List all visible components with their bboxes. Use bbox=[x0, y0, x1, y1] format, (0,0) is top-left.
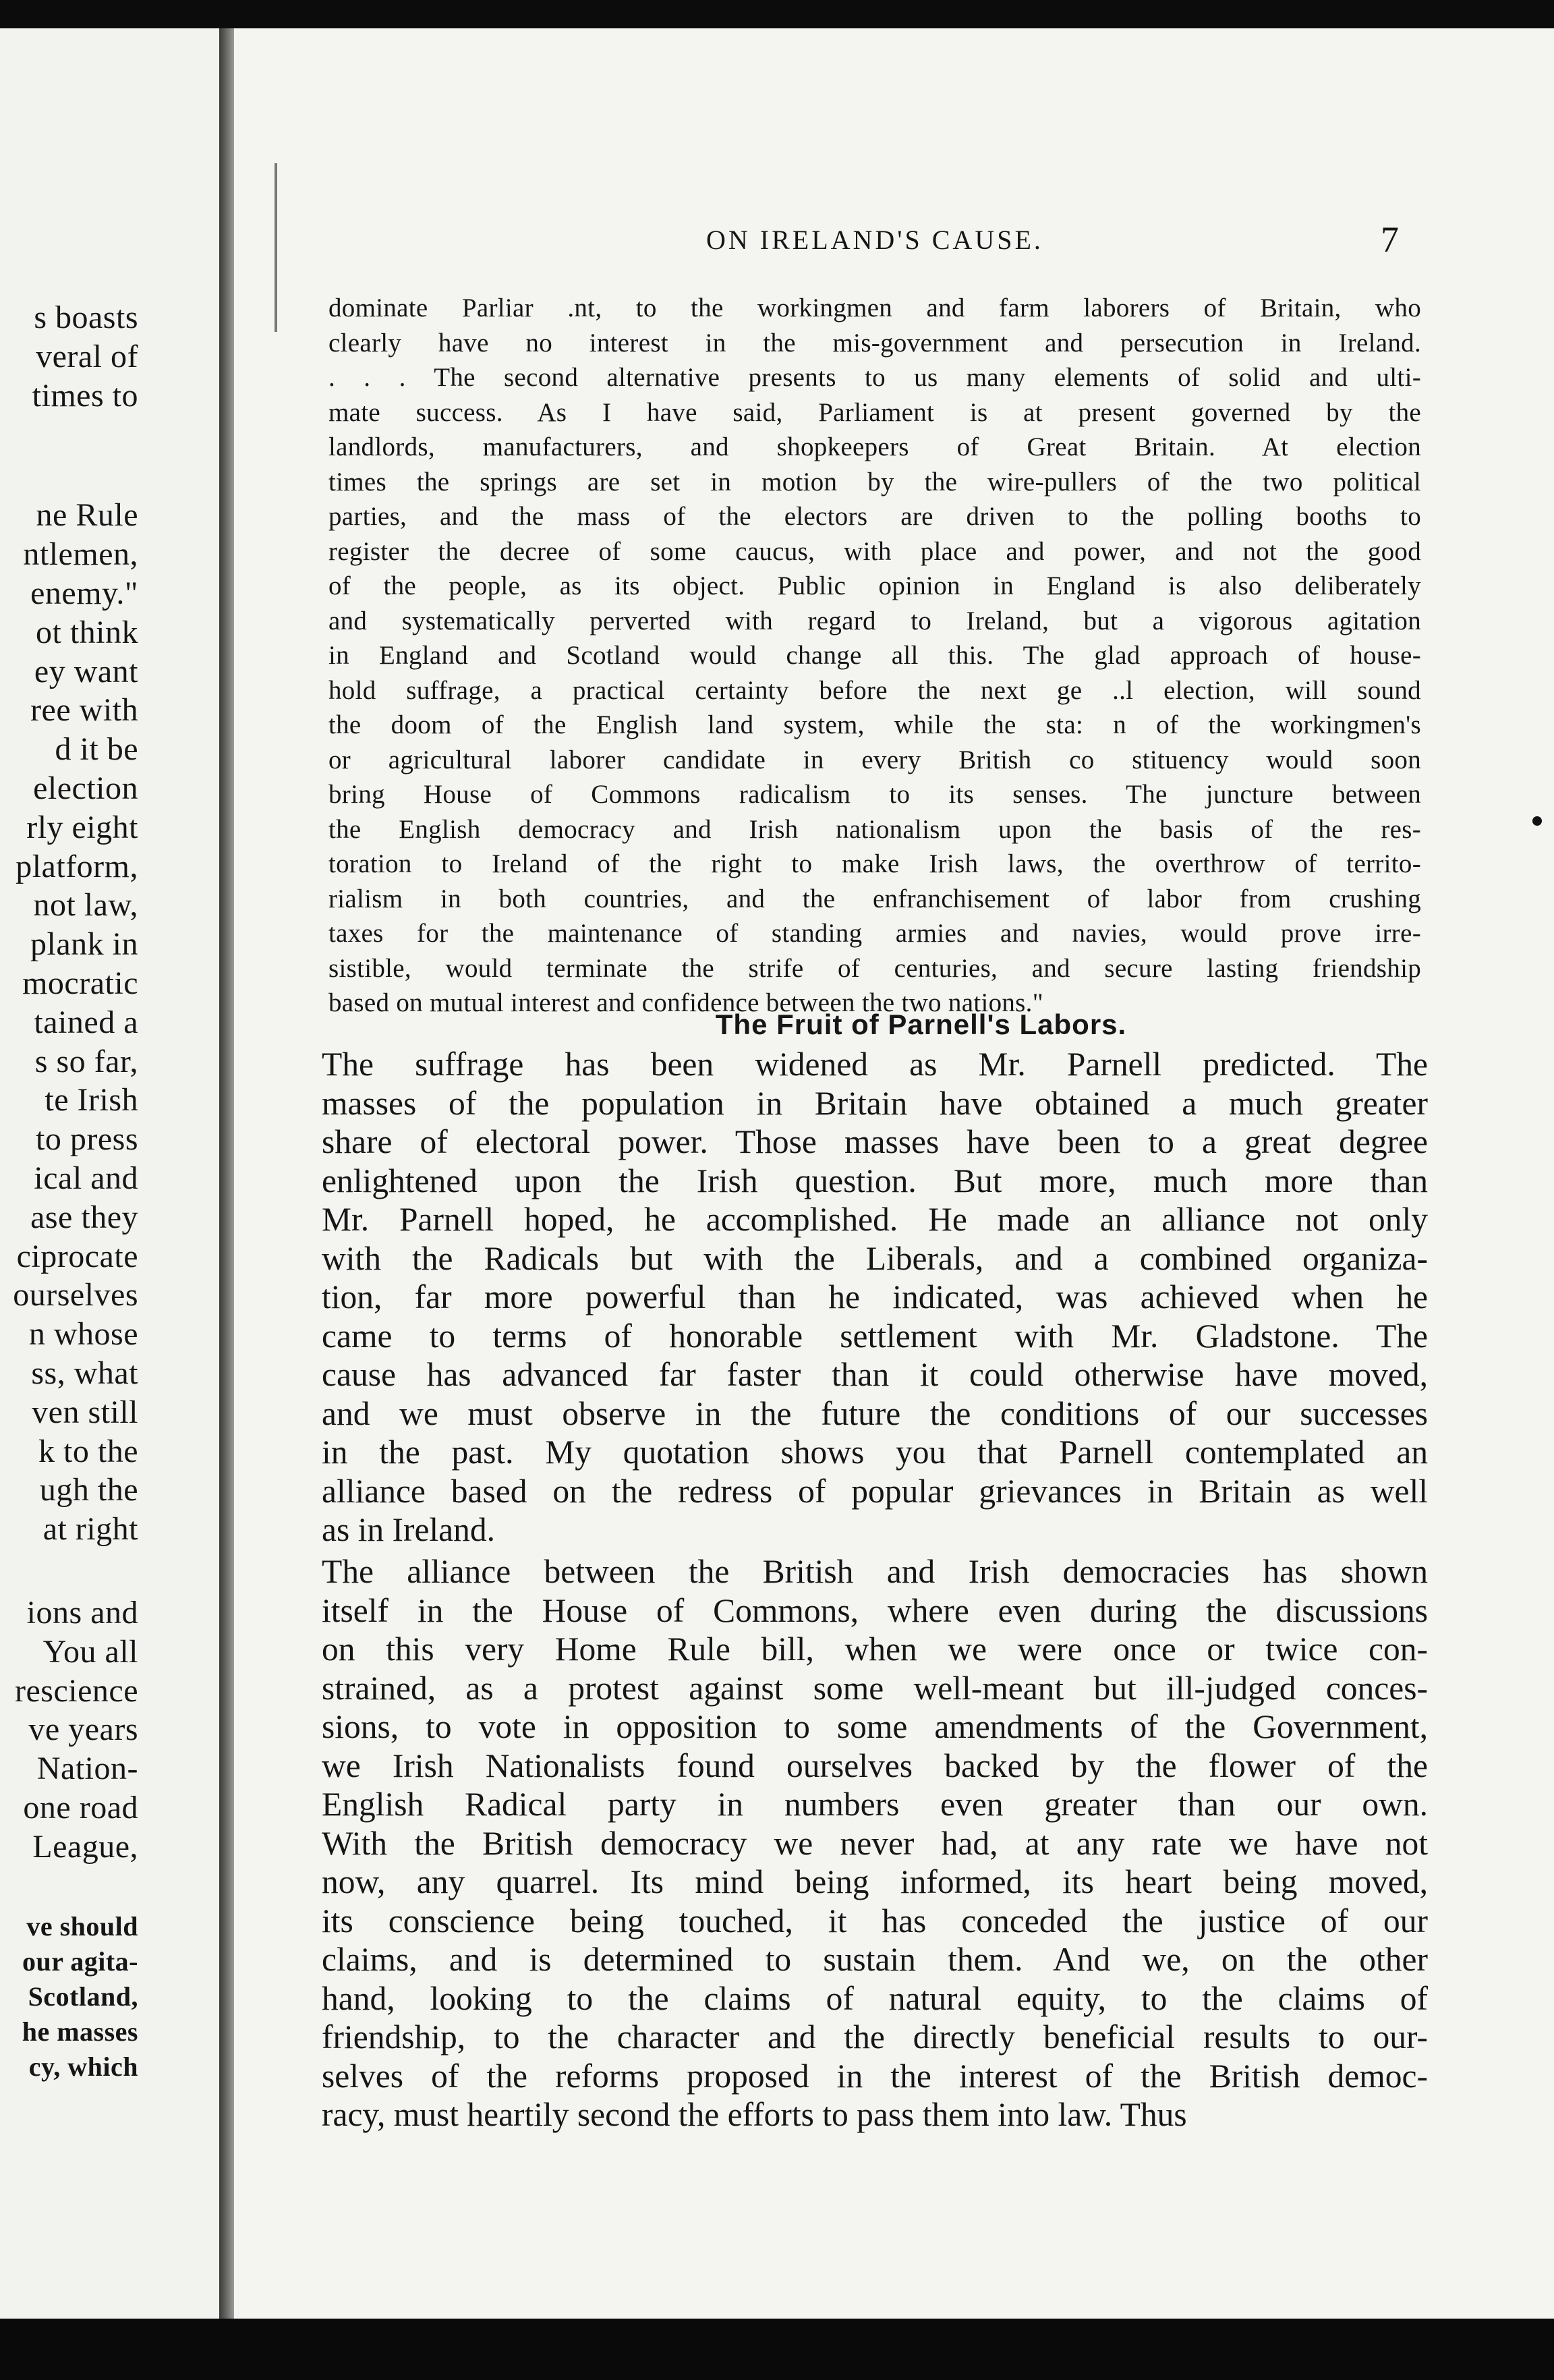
book-gutter bbox=[219, 28, 234, 2319]
text-line: clearly have no interest in the mis-government and persecution in Ireland. bbox=[328, 328, 1421, 358]
text-line: in England and Scotland would change all this. The glad approach of house- bbox=[328, 641, 1421, 670]
text-line: the English democracy and Irish nationalism upon the basis of the res- bbox=[328, 814, 1421, 844]
text-line: or agricultural laborer candidate in every British co stituency would soon bbox=[328, 745, 1421, 774]
text-line: sistible, would terminate the strife of centuries, and secure lasting friendship bbox=[328, 953, 1421, 983]
text-line: based on mutual interest and confidence between the two nations." bbox=[328, 988, 1043, 1017]
left-text-line: ne Rule bbox=[36, 497, 138, 534]
left-text-line: k to the bbox=[38, 1433, 138, 1469]
left-text-line: Nation- bbox=[36, 1751, 138, 1787]
text-line: . . . The second alternative presents to us many elements of solid and ulti- bbox=[328, 363, 1421, 392]
text-line: and we must observe in the future the conditions of our successes bbox=[322, 1394, 1428, 1432]
text-line: With the British democracy we never had, at any rate we have not bbox=[322, 1824, 1428, 1862]
text-line: as in Ireland. bbox=[322, 1511, 496, 1548]
left-text-line: tained a bbox=[34, 1004, 138, 1040]
left-text-line: ve should bbox=[26, 1911, 138, 1942]
left-text-line: ree with bbox=[30, 692, 138, 729]
text-line: racy, must heartily second the efforts to pass them into law. Thus bbox=[322, 2096, 1187, 2133]
left-text-line: at right bbox=[42, 1511, 138, 1548]
text-line: sions, to vote in opposition to some amendments of the Government, bbox=[322, 1708, 1428, 1745]
text-line: toration to Ireland of the right to make Irish laws, the overthrow of territo- bbox=[328, 849, 1421, 878]
left-text-line: rly eight bbox=[26, 809, 138, 845]
left-text-line: s boasts bbox=[34, 300, 138, 335]
left-text-line: d it be bbox=[55, 731, 138, 768]
right-page bbox=[234, 28, 1554, 2319]
text-line: with the Radicals but with the Liberals, and a combined organiza- bbox=[322, 1239, 1428, 1277]
left-text-line bbox=[0, 1549, 138, 1593]
section-heading: The Fruit of Parnell's Labors. bbox=[715, 1009, 1127, 1040]
left-text-line: ve years bbox=[28, 1711, 138, 1748]
left-text-line: our agita- bbox=[22, 1946, 138, 1977]
text-line: The suffrage has been widened as Mr. Parnell predicted. The bbox=[322, 1046, 1428, 1083]
text-line: English Radical party in numbers even greater than our own. bbox=[322, 1786, 1428, 1823]
text-line: and systematically perverted with regard to Ireland, but a vigorous agitation bbox=[328, 606, 1421, 635]
text-line: Mr. Parnell hoped, he accomplished. He made an alliance not only bbox=[322, 1201, 1428, 1238]
text-line: dominate Parliar .nt, to the workingmen and farm laborers of Britain, who bbox=[328, 293, 1421, 322]
ink-dot bbox=[1532, 816, 1542, 826]
text-line: selves of the reforms proposed in the interest of the British democ- bbox=[322, 2057, 1428, 2095]
text-line: hand, looking to the claims of natural equity, to the claims of bbox=[322, 1979, 1428, 2017]
text-line: cause has advanced far faster than it could otherwise have moved, bbox=[322, 1356, 1428, 1393]
left-text-line: plank in bbox=[30, 926, 138, 963]
left-text-line bbox=[0, 415, 138, 496]
text-line: enlightened upon the Irish question. But more, much more than bbox=[322, 1162, 1428, 1199]
text-line: alliance based on the redress of popular grievances in Britain as well bbox=[322, 1472, 1428, 1510]
left-text-line bbox=[0, 1866, 138, 1909]
left-text-line: ciprocate bbox=[16, 1238, 138, 1274]
text-line: came to terms of honorable settlement with Mr. Gladstone. The bbox=[322, 1317, 1428, 1355]
left-text-line: ical and bbox=[34, 1160, 138, 1196]
left-text-line: not law, bbox=[33, 887, 138, 924]
left-text-line: You all bbox=[42, 1633, 138, 1670]
text-line: tion, far more powerful than he indicated, was achieved when he bbox=[322, 1278, 1428, 1315]
left-text-line: he masses bbox=[22, 2016, 138, 2047]
left-text-line: ss, what bbox=[31, 1355, 138, 1391]
left-text-line: te Irish bbox=[45, 1082, 138, 1118]
text-line: its conscience being touched, it has conceded the justice of our bbox=[322, 1902, 1428, 1939]
scan-border bbox=[0, 2319, 1554, 2380]
left-text-line: ey want bbox=[34, 653, 138, 689]
text-line: parties, and the mass of the electors are driven to the polling booths to bbox=[328, 502, 1421, 531]
left-page-text bbox=[0, 298, 138, 2085]
text-line: register the decree of some caucus, with place and power, and not the good bbox=[328, 536, 1421, 566]
left-text-line: s so far, bbox=[34, 1043, 138, 1079]
left-page-fragment bbox=[0, 28, 219, 2319]
left-text-line: ntlemen, bbox=[23, 536, 138, 573]
left-text-line: n whose bbox=[28, 1316, 138, 1353]
left-text-line: one road bbox=[23, 1789, 138, 1825]
left-text-line: veral of bbox=[36, 338, 138, 374]
left-text-line: ions and bbox=[26, 1594, 138, 1631]
left-text-line: times to bbox=[32, 377, 138, 414]
text-line: of the people, as its object. Public opinion in England is also deliberately bbox=[328, 571, 1421, 600]
left-text-line: rescience bbox=[14, 1672, 138, 1709]
left-text-line: ourselves bbox=[13, 1277, 138, 1313]
text-line: strained, as a protest against some well-meant but ill-judged conces- bbox=[322, 1669, 1428, 1707]
text-line: claims, and is determined to sustain them. And we, on the other bbox=[322, 1941, 1428, 1978]
text-line: in the past. My quotation shows you that Parnell contemplated an bbox=[322, 1434, 1428, 1471]
text-line: masses of the population in Britain have obtained a much greater bbox=[322, 1084, 1428, 1122]
text-line: bring House of Commons radicalism to its senses. The juncture between bbox=[328, 780, 1421, 809]
left-text-line: Scotland, bbox=[28, 1981, 138, 2012]
left-text-line: ase they bbox=[30, 1199, 138, 1235]
left-text-line: mocratic bbox=[22, 965, 138, 1001]
text-line: itself in the House of Commons, where even during the discussions bbox=[322, 1591, 1428, 1629]
left-text-line: election bbox=[33, 770, 138, 806]
running-head: ON IRELAND'S CAUSE. bbox=[706, 225, 1043, 255]
text-line: the doom of the English land system, while the sta: n of the workingmen's bbox=[328, 710, 1421, 739]
left-text-line: platform, bbox=[16, 848, 138, 884]
text-line: friendship, to the character and the directly beneficial results to our- bbox=[322, 2018, 1428, 2056]
text-line: landlords, manufacturers, and shopkeepers of Great Britain. At election bbox=[328, 432, 1421, 461]
text-line: we Irish Nationalists found ourselves backed by the flower of the bbox=[322, 1747, 1428, 1784]
page-body bbox=[234, 28, 1554, 2319]
left-text-line: ugh the bbox=[39, 1472, 138, 1508]
text-line: taxes for the maintenance of standing armies and navies, would prove irre- bbox=[328, 919, 1421, 948]
left-text-line: League, bbox=[32, 1828, 138, 1865]
text-line: rialism in both countries, and the enfranchisement of labor from crushing bbox=[328, 884, 1421, 913]
left-text-line: ven still bbox=[32, 1394, 138, 1430]
text-line: mate success. As I have said, Parliament is at present governed by the bbox=[328, 397, 1421, 427]
text-line: hold suffrage, a practical certainty before the next ge ..l election, will sound bbox=[328, 675, 1421, 705]
left-text-line: to press bbox=[36, 1121, 138, 1158]
text-line: times the springs are set in motion by the wire-pullers of the two political bbox=[328, 467, 1421, 497]
text-line: share of electoral power. Those masses have been to a great degree bbox=[322, 1123, 1428, 1160]
text-line: now, any quarrel. Its mind being informed, its heart being moved, bbox=[322, 1863, 1428, 1900]
page-number: 7 bbox=[1381, 219, 1399, 260]
left-text-line: cy, which bbox=[28, 2051, 138, 2082]
left-text-line: ot think bbox=[35, 614, 138, 650]
left-text-line: enemy." bbox=[30, 575, 138, 611]
text-line: The alliance between the British and Irish democracies has shown bbox=[322, 1553, 1428, 1590]
text-line: on this very Home Rule bill, when we were once or twice con- bbox=[322, 1631, 1428, 1668]
